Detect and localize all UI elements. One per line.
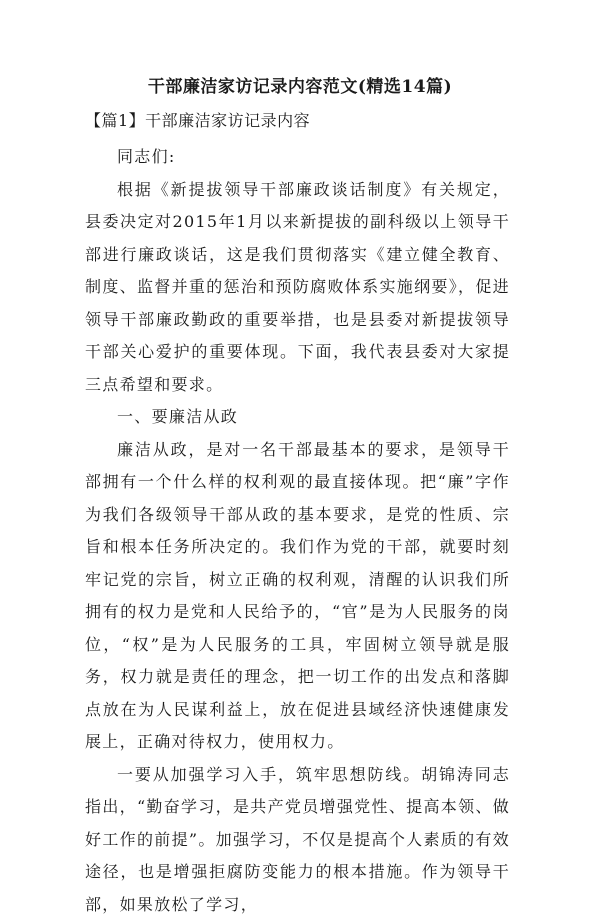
body-paragraph: 廉洁从政，是对一名干部最基本的要求，是领导干部拥有一个什么样的权利观的最直接体现。把“廉”字作为我们各级领导干部从政的基本要求，是党的性质、宗旨和根本任务所决定的。我们作为党的干部，就要时刻牢记党的宗旨，树立正确的权利观，清醒的认识我们所拥有的权力是党和人民给予的，“官”是为人民服务的岗位，“权”是为人民服务的工具，牢固树立领导就是服务，权力就是责任的理念，把一切工作的出发点和落脚点放在为人民谋利益上，放在促进县域经济快速健康发展上，正确对待权力，使用权力。 (85, 434, 510, 759)
body-paragraph: 一要从加强学习入手，筑牢思想防线。胡锦涛同志指出，“勤奋学习，是共产党员增强党性、提高本领、做好工作的前提”。加强学习，不仅是提高个人素质的有效途径，也是增强拒腐防变能力的根本措施。作为领导干部，如果放松了学习， (85, 759, 510, 921)
salutation-paragraph: 同志们: (85, 141, 510, 174)
document-body (85, 141, 510, 921)
intro-paragraph: 根据《新提拔领导干部廉政谈话制度》有关规定，县委决定对2015年1月以来新提拔的副科级以上领导干部进行廉政谈话，这是我们贯彻落实《建立健全教育、制度、监督并重的惩治和预防腐败体系实施纲要》，促进领导干部廉政勤政的重要举措，也是县委对新提拔领导干部关心爱护的重要体现。下面，我代表县委对大家提三点希望和要求。 (85, 174, 510, 402)
document-title: 干部廉洁家访记录内容范文(精选14篇) (0, 72, 600, 97)
subheading-paragraph: 一、要廉洁从政 (85, 401, 510, 434)
section-heading: 【篇1】干部廉洁家访记录内容 (85, 108, 310, 131)
